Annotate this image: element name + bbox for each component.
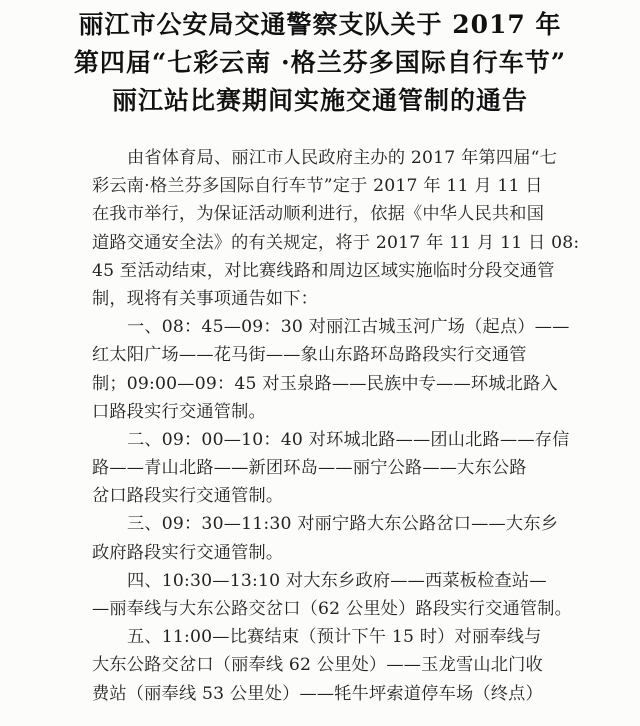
body-line: 费站（丽奉线 53 公里处）——牦牛坪索道停车场（终点） — [92, 683, 543, 704]
body-line: 三、09：30—11:30 对丽宁路大东公路岔口——大东乡 — [127, 514, 559, 535]
notice-title — [0, 6, 640, 120]
body-line: —丽奉线与大东公路交岔口（62 公里处）路段实行交通管制。 — [92, 599, 573, 619]
body-line: 口路段实行交通管制。 — [92, 401, 266, 422]
body-line: 一、08：45—09：30 对丽江古城玉河广场（起点）—— — [127, 317, 570, 338]
body-line: 四、10:30—13:10 对大东乡政府——西菜板检查站— — [127, 570, 547, 591]
title-line-1: 丽江市公安局交通警察支队关于 2017 年 — [78, 10, 562, 39]
body-line: 大东公路交岔口（丽奉线 62 公里处）——玉龙雪山北门收 — [92, 655, 543, 676]
notice-body — [92, 144, 580, 708]
body-line: 二、09：00—10：40 对环城北路——团山北路——存信 — [127, 429, 570, 450]
body-line: 制，现将有关事项通告如下： — [92, 288, 319, 309]
body-line: 政府路段实行交通管制。 — [92, 542, 284, 563]
title-line-3: 丽江站比赛期间实施交通管制的通告 — [111, 86, 528, 115]
body-line: 红太阳广场——花马街——象山东路环岛路段实行交通管 — [92, 345, 527, 366]
body-line: 路——青山北路——新团环岛——丽宁公路——大东公路 — [92, 458, 527, 479]
body-line: 制；09:00—09：45 对玉泉路——民族中专——环城北路入 — [92, 373, 558, 394]
body-line: 道路交通安全法》的有关规定，将于 2017 年 11 月 11 日 08: — [92, 232, 580, 253]
body-line: 45 至活动结束，对比赛线路和周边区域实施临时分段交通管 — [92, 260, 555, 281]
title-line-2: 第四届“七彩云南 ·格兰芬多国际自行车节” — [73, 48, 567, 77]
body-line: 岔口路段实行交通管制。 — [92, 486, 284, 507]
body-line: 由省体育局、丽江市人民政府主办的 2017 年第四届“七 — [127, 148, 557, 168]
body-line: 在我市举行，为保证活动顺利进行，依据《中华人民共和国 — [92, 204, 545, 225]
body-line: 彩云南·格兰芬多国际自行车节”定于 2017 年 11 月 11 日 — [92, 176, 543, 197]
body-line: 五、11:00—比赛结束（预计下午 15 时）对丽奉线与 — [127, 627, 542, 648]
